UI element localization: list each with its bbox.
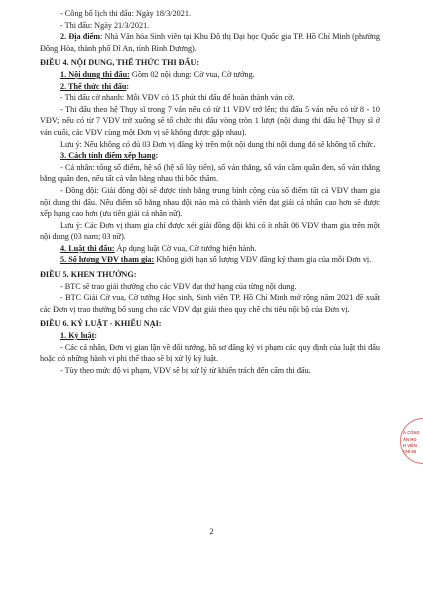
article-4-heading: ĐIỀU 4. NỘI DUNG, THỂ THỨC THI ĐẤU:: [40, 58, 200, 68]
stamp-text-line-2: ÂN HỌ: [403, 437, 417, 442]
format-colon: :: [126, 81, 130, 91]
rules-subheading: 4. Luật thi đấu:: [60, 243, 115, 253]
format-note-paragraph: Lưu ý: Nếu không có đủ 03 Đơn vị đăng ký trên một nội dung thi nội dung đó sẽ không tổ chức.: [60, 139, 376, 149]
discipline-subheading-line: [40, 330, 380, 342]
page-number: 2: [209, 526, 214, 536]
format-subheading-line: [40, 81, 380, 93]
ranking-subheading: 3. Cách tính điểm xếp hạng: [60, 151, 156, 161]
team-ranking-paragraph: - Đồng đội: Giải đồng đội sẽ được tính bằng trung bình cộng của số điểm tất cả VĐV tham gia nội dung thi đấu. Nếu điểm số bằng nhau đội nào mà có thành viên đạt giải cá nhân cao hơn sẽ được xếp hạng cao hơn (ưu tiên giải cá nhân nữ).: [40, 185, 380, 219]
discipline-paragraph-1: - Các cá nhân, Đơn vị gian lận về đổi tướng, hồ sơ đăng ký vi phạm các quy định của luật thi đấu hoặc có những hành vi phi thể thao sẽ bị xử lý kỷ luật.: [40, 342, 380, 364]
content-paragraph: [40, 69, 380, 81]
format-subheading: 2. Thể thức thi đấu: [60, 81, 127, 91]
venue-paragraph: [40, 31, 380, 54]
rules-paragraph: [40, 243, 380, 255]
content-text: Gồm 02 nội dung: Cờ vua, Cờ tướng.: [129, 69, 255, 79]
athlete-count-paragraph: [40, 254, 380, 266]
stamp-text-line-1: Ả CÔNG: [403, 430, 420, 435]
stamp-text-line-4: CHÍ MI: [403, 449, 417, 454]
discipline-paragraph-2: - Tùy theo mức độ vi phạm, VĐV sẽ bị xử lý từ khiển trách đến cấm thi đấu.: [60, 365, 311, 375]
article-6-heading: ĐIỀU 6. KỶ LUẬT - KHIẾU NẠI:: [40, 319, 162, 329]
ranking-subheading-line: [40, 150, 380, 162]
official-stamp-fragment: [400, 418, 423, 466]
discipline-subheading: 1. Kỷ luật: [60, 331, 95, 341]
discipline-colon: :: [94, 331, 98, 341]
athlete-count-subheading: 5. Số lượng VĐV tham gia:: [60, 255, 155, 265]
ranking-colon: :: [155, 151, 159, 161]
competition-date-line: - Thi đấu: Ngày 21/3/2021.: [60, 20, 150, 30]
content-subheading: 1. Nội dung thi đấu:: [60, 69, 130, 79]
ranking-note-paragraph: Lưu ý: Các Đơn vị tham gia chỉ được xét giải đồng đội khi có ít nhất 06 VĐV tham gia trên một nội dung (03 nam; 03 nữ).: [40, 220, 380, 242]
individual-ranking-paragraph: - Cá nhân: tổng số điểm, hệ số (hệ số lũy tiến), số ván thắng, số ván cầm quân đen, số ván thắng bằng quân đen, nếu tất cả vẫn bằng nhau thì bốc thăm.: [40, 162, 380, 184]
schedule-announce-line: - Công bố lịch thi đấu: Ngày 18/3/2021.: [60, 9, 191, 18]
article-5-heading: ĐIỀU 5. KHEN THƯỞNG:: [40, 270, 137, 280]
rapid-chess-paragraph: - Thi đấu cờ nhanh: Mỗi VĐV có 15 phút thi đấu để hoàn thành ván cờ.: [60, 93, 295, 103]
rules-text: Áp dụng luật Cờ vua, Cờ tướng hiện hành.: [114, 243, 257, 253]
document-body: [40, 8, 380, 376]
award-paragraph-1: - BTC sẽ trao giải thưởng cho các VĐV đạt thứ hạng của từng nội dung.: [60, 281, 297, 291]
venue-text: : Nhà Văn hóa Sinh viên tại Khu Đô thị Đại học Quốc gia TP. Hồ Chí Minh (phường Đông Hòa, thành phố Dĩ An, tỉnh Bình Dương).: [40, 32, 380, 53]
athlete-count-text: Không giới hạn số lượng VĐV đăng ký tham gia của mỗi Đơn vị.: [154, 255, 372, 265]
swiss-system-paragraph: - Thi đấu theo hệ Thụy sĩ trong 7 ván nếu có từ 11 VĐV trở lên; thi đấu 5 ván nếu có từ 8 - 10 VĐV; nếu có từ 7 VĐV trở xuống sẽ tổ chức thi đấu vòng tròn 1 lượt (nội dung thi đấu hệ Thụy sĩ ở ván cuối, các VĐV cùng một Đơn vị sẽ không được gặp nhau).: [40, 104, 380, 137]
venue-number-label: 2. Địa điểm: [60, 32, 101, 42]
award-paragraph-2: - BTC Giải Cờ vua, Cờ tướng Học sinh, Sinh viên TP. Hồ Chí Minh mở rộng năm 2021 đề xuất các Đơn vị trao thưởng bổ sung cho các VĐV đạt giải theo quy chế chi tiêu nội bộ của Đơn vị.: [40, 293, 380, 314]
stamp-text-line-3: H VIÊN: [403, 443, 417, 448]
